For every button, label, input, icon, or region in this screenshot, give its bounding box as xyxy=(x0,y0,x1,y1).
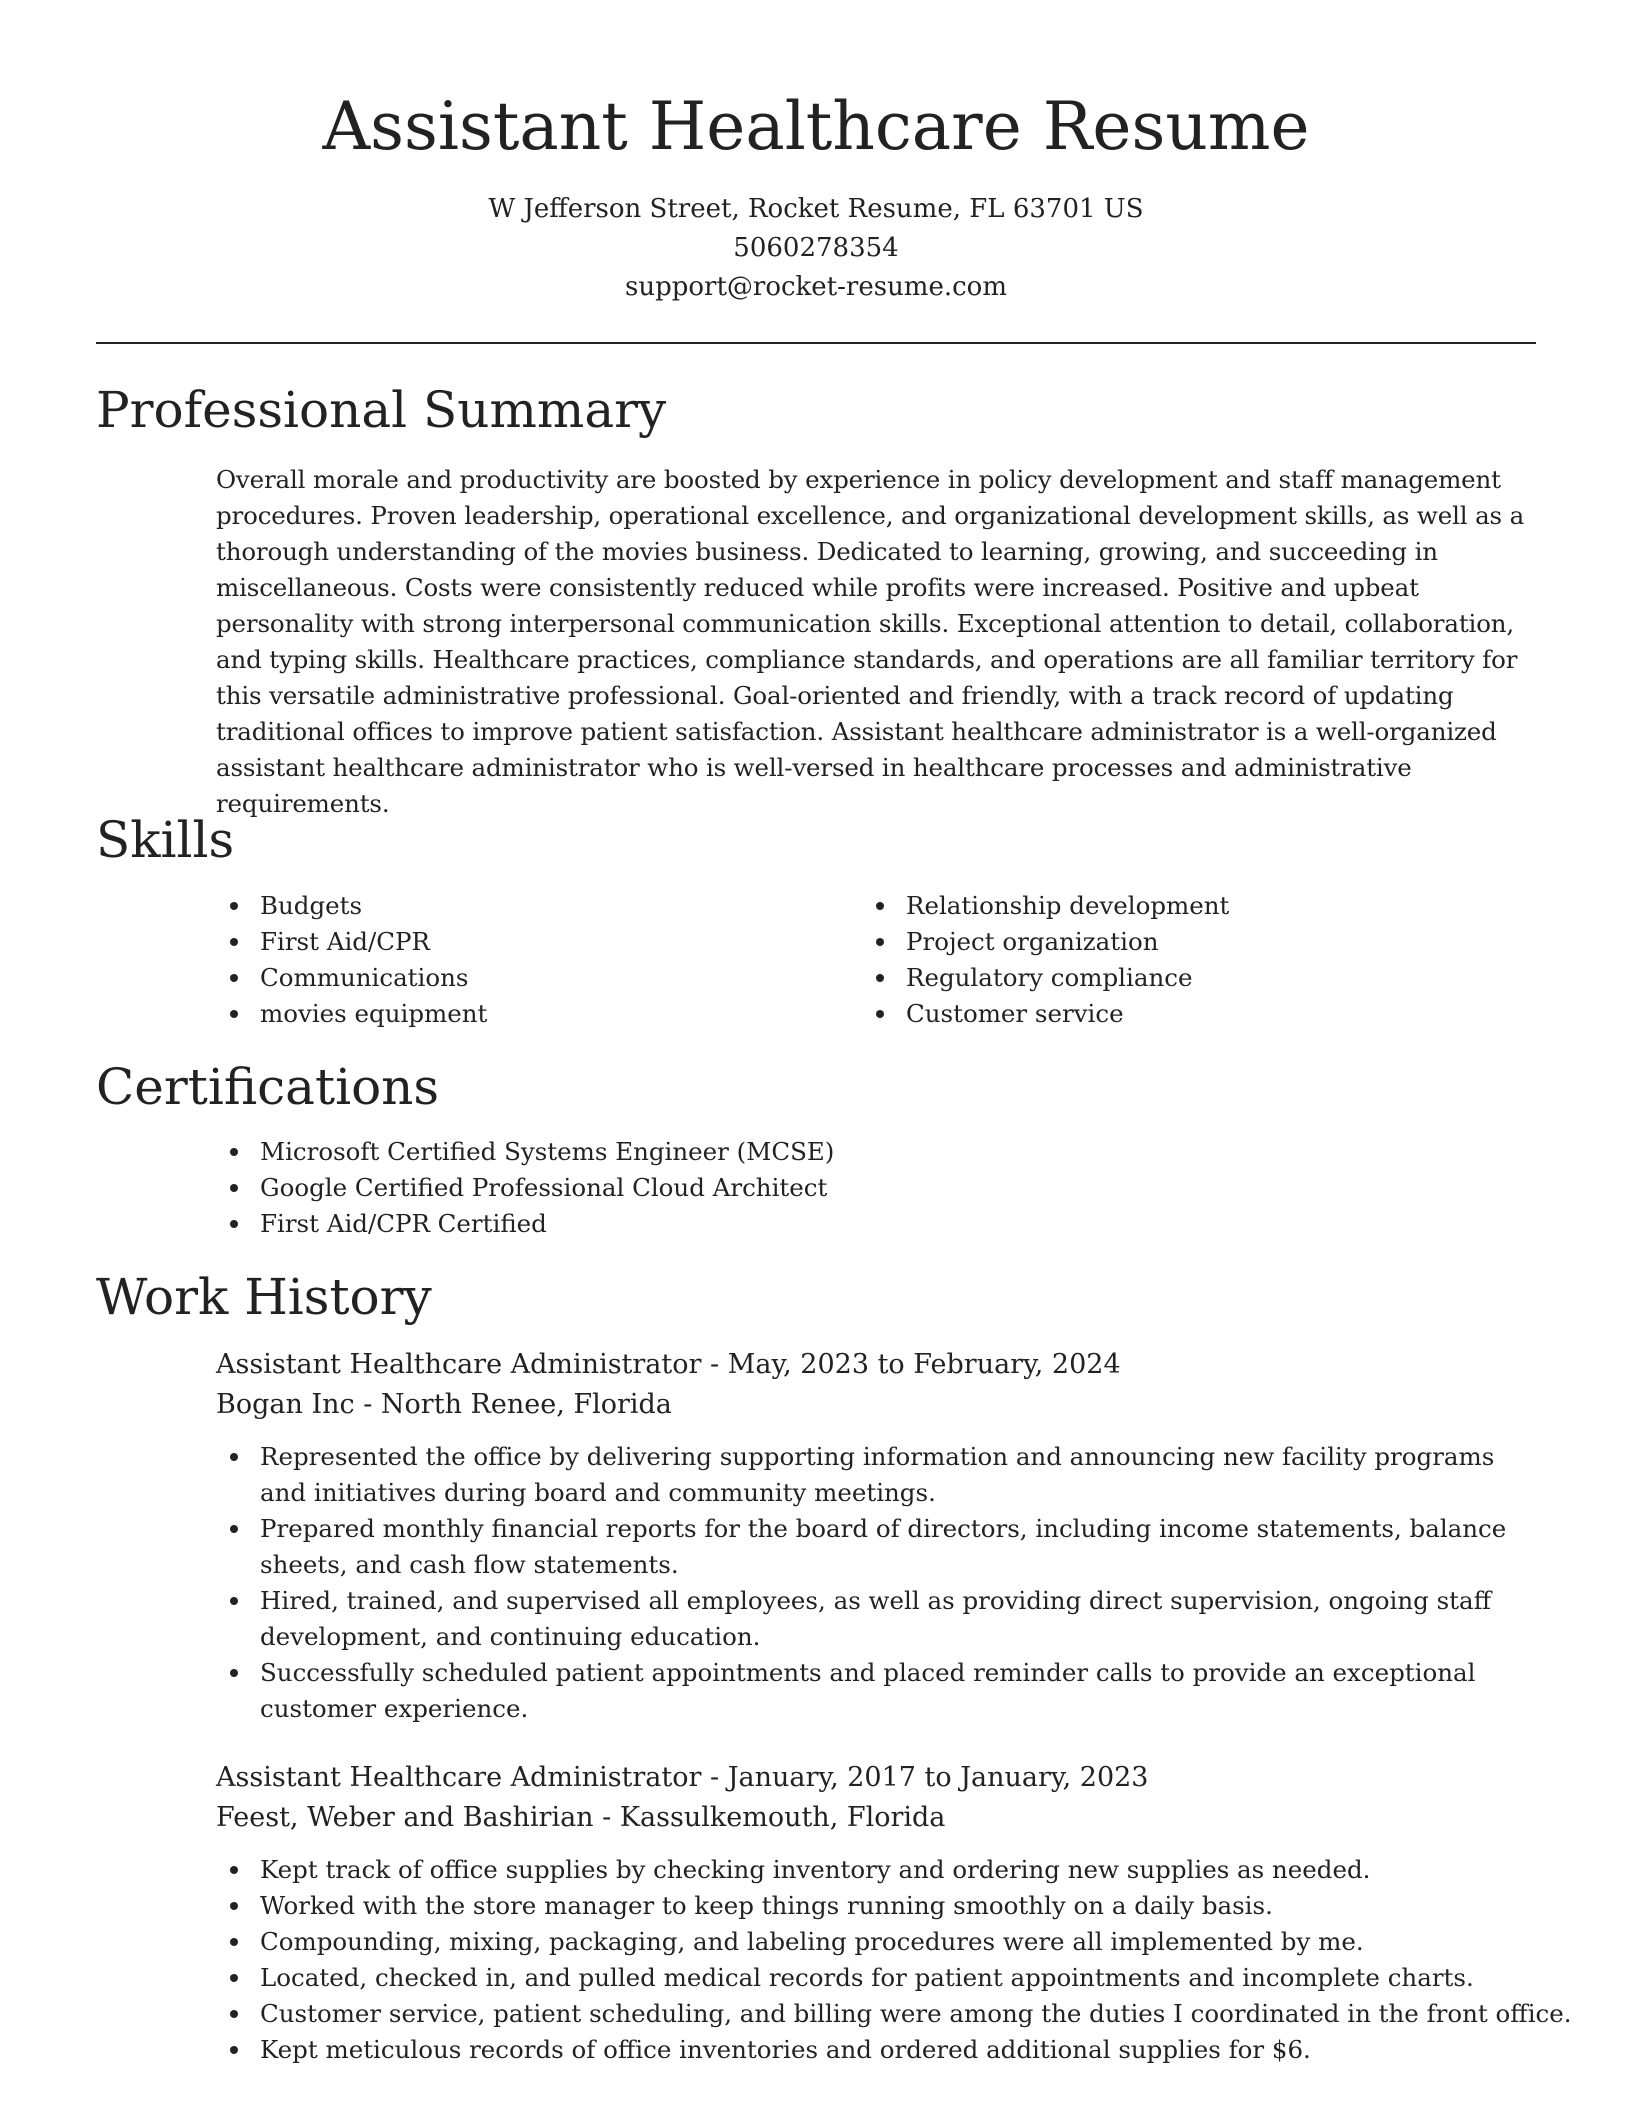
job-duty-item: Located, checked in, and pulled medical records for patient appointments and incomplete charts. xyxy=(216,1960,1540,1996)
job-company: Bogan Inc xyxy=(216,1389,355,1420)
job-location: - Kassulkemouth, Florida xyxy=(593,1802,946,1833)
summary-text: Overall morale and productivity are boosted by experience in policy development and staff management procedures. Proven leadership, operational excellence, and organizational development skills, as well as a thorough understanding of the movies business. Dedicated to learning, growing, and succeeding in miscellaneous. Costs were consistently reduced while profits were increased. Positive and upbeat personality with strong interpersonal communication skills. Exceptional attention to detail, collaboration, and typing skills. Healthcare practices, compliance standards, and operations are all familiar territory for this versatile administrative professional. Goal-oriented and friendly, with a track record of updating traditional offices to improve patient satisfaction. Assistant healthcare administrator is a well-organized assistant healthcare administrator who is well-versed in healthcare processes and administrative requirements. xyxy=(216,465,1525,818)
skill-item: Regulatory compliance xyxy=(862,960,1462,996)
contact-address: W Jefferson Street, Rocket Resume, FL 63701 US xyxy=(488,194,1144,224)
job-location: - North Renee, Florida xyxy=(354,1389,672,1420)
job-duty-item: Customer service, patient scheduling, and billing were among the duties I coordinated in the front office. xyxy=(216,1996,1540,2032)
job-duty-item: Hired, trained, and supervised all employees, as well as providing direct supervision, ongoing staff development, and continuing education. xyxy=(216,1583,1540,1655)
certification-item: First Aid/CPR Certified xyxy=(216,1206,1536,1242)
skills-list-left xyxy=(216,888,816,1032)
section-heading-summary: Professional Summary xyxy=(96,381,667,439)
section-heading-certifications: Certifications xyxy=(96,1058,440,1116)
job-duties-list xyxy=(216,1439,1540,1727)
job-dates: - January, 2017 to January, 2023 xyxy=(701,1762,1149,1793)
skill-item: Customer service xyxy=(862,996,1462,1032)
job-duty-item: Worked with the store manager to keep things running smoothly on a daily basis. xyxy=(216,1888,1540,1924)
job-title: Assistant Healthcare Administrator xyxy=(216,1762,702,1793)
header-divider xyxy=(96,342,1536,344)
job-company: Feest, Weber and Bashirian xyxy=(216,1802,594,1833)
job-company-line xyxy=(216,1798,945,1838)
job-duty-item: Prepared monthly financial reports for the board of directors, including income statements, balance sheets, and cash flow statements. xyxy=(216,1511,1540,1583)
contact-email: support@rocket-resume.com xyxy=(624,272,1007,302)
job-title: Assistant Healthcare Administrator xyxy=(216,1349,702,1380)
skill-item: Budgets xyxy=(216,888,816,924)
skills-list-right xyxy=(862,888,1462,1032)
skill-item: movies equipment xyxy=(216,996,816,1032)
job-duties-list xyxy=(216,1852,1572,2068)
skill-item: First Aid/CPR xyxy=(216,924,816,960)
certifications-list xyxy=(216,1134,1536,1242)
section-heading-skills: Skills xyxy=(96,811,235,869)
job-duty-item: Kept track of office supplies by checking inventory and ordering new supplies as needed. xyxy=(216,1852,1540,1888)
job-dates: - May, 2023 to February, 2024 xyxy=(701,1349,1121,1380)
job-duty-item: Successfully scheduled patient appointments and placed reminder calls to provide an exceptional customer experience. xyxy=(216,1655,1540,1727)
job-company-line xyxy=(216,1385,672,1425)
job-duty-item: Kept meticulous records of office inventories and ordered additional supplies for $6. xyxy=(216,2032,1540,2068)
section-heading-work-history: Work History xyxy=(96,1268,432,1326)
job-duty-item: Compounding, mixing, packaging, and labeling procedures were all implemented by me. xyxy=(216,1924,1540,1960)
resume-title: Assistant Healthcare Resume xyxy=(322,88,1310,165)
skill-item: Communications xyxy=(216,960,816,996)
skill-item: Relationship development xyxy=(862,888,1462,924)
job-duty-item: Represented the office by delivering supporting information and announcing new facility programs and initiatives during board and community meetings. xyxy=(216,1439,1540,1511)
contact-block xyxy=(0,190,1632,307)
job-title-line xyxy=(216,1758,1148,1798)
contact-phone: 5060278354 xyxy=(733,233,899,263)
certification-item: Microsoft Certified Systems Engineer (MCSE) xyxy=(216,1134,1536,1170)
job-title-line xyxy=(216,1345,1121,1385)
certification-item: Google Certified Professional Cloud Architect xyxy=(216,1170,1536,1206)
skill-item: Project organization xyxy=(862,924,1462,960)
